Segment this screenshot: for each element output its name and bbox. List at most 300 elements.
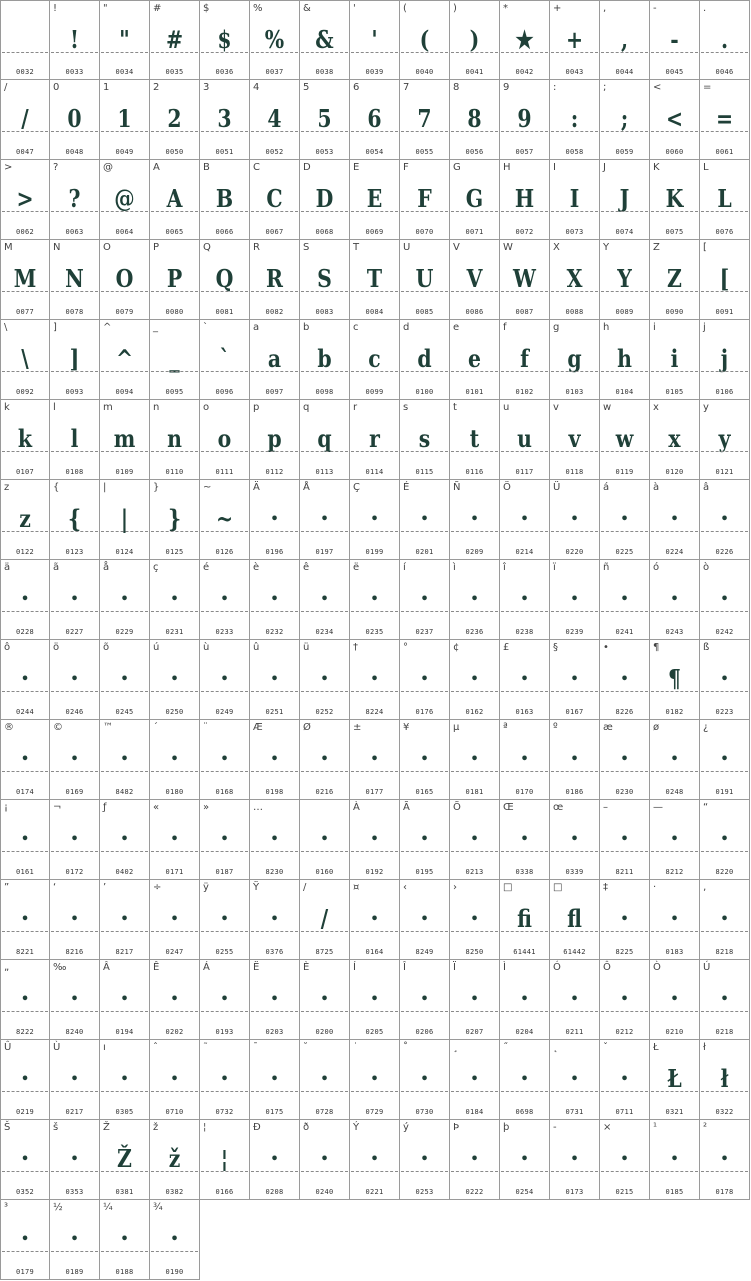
- glyph-code: 0075: [665, 228, 684, 236]
- glyph-code: 0178: [715, 1188, 734, 1196]
- glyph-cell: [600, 0, 650, 80]
- glyph-code: 0172: [65, 868, 84, 876]
- baseline-guide: [2, 1011, 48, 1012]
- glyph-sample: •: [620, 752, 629, 767]
- glyph-cell: [150, 1120, 200, 1200]
- glyph-cell: [50, 1120, 100, 1200]
- glyph-sample: 9: [517, 104, 532, 133]
- baseline-guide: [51, 52, 98, 53]
- glyph-cell-label: ¦: [203, 1122, 207, 1133]
- baseline-guide: [101, 371, 148, 372]
- baseline-guide: [551, 1091, 598, 1092]
- glyph-cell-label: [: [703, 242, 707, 253]
- glyph-code: 0107: [15, 468, 35, 476]
- glyph-sample: •: [70, 592, 79, 607]
- glyph-cell: [300, 80, 350, 160]
- baseline-guide: [601, 531, 648, 532]
- glyph-cell: [400, 560, 450, 640]
- glyph-code: 0179: [15, 1268, 35, 1276]
- baseline-guide: [351, 931, 398, 932]
- glyph-cell-label: ¼: [103, 1202, 113, 1213]
- glyph-cell-label: ã: [53, 562, 60, 573]
- glyph-code: 8230: [265, 868, 284, 876]
- baseline-guide: [101, 611, 148, 612]
- glyph-code: 0206: [415, 1028, 434, 1036]
- glyph-sample: b: [317, 344, 332, 373]
- baseline-guide: [601, 371, 648, 372]
- glyph-cell: [650, 880, 700, 960]
- glyph-sample: •: [420, 672, 429, 687]
- glyph-code: 0037: [265, 68, 284, 76]
- glyph-cell-label: Õ: [453, 802, 461, 813]
- baseline-guide: [351, 691, 398, 692]
- baseline-guide: [401, 371, 448, 372]
- glyph-sample: g: [567, 344, 582, 373]
- glyph-cell: [350, 320, 400, 400]
- glyph-cell: [700, 480, 750, 560]
- glyph-code: 0089: [615, 308, 634, 316]
- glyph-cell: [350, 880, 400, 960]
- glyph-sample: /: [21, 104, 29, 133]
- glyph-code: 0041: [465, 68, 484, 76]
- glyph-cell: [550, 880, 600, 960]
- baseline-guide: [601, 1011, 648, 1012]
- glyph-cell: [50, 240, 100, 320]
- glyph-cell: [500, 560, 550, 640]
- glyph-code: 0171: [165, 868, 184, 876]
- glyph-code: 0168: [215, 788, 234, 796]
- glyph-cell-label: W: [503, 242, 513, 253]
- glyph-cell-label: |: [103, 482, 107, 493]
- glyph-code: 0199: [365, 548, 384, 556]
- glyph-sample: •: [220, 832, 229, 847]
- glyph-cell-label: Â: [103, 962, 110, 973]
- glyph-cell-label: ¨: [203, 722, 208, 733]
- glyph-cell: [650, 480, 700, 560]
- baseline-guide: [701, 1011, 748, 1012]
- baseline-guide: [2, 1251, 48, 1252]
- glyph-cell: [650, 960, 700, 1040]
- glyph-sample: •: [370, 1072, 379, 1087]
- glyph-cell: [250, 0, 300, 80]
- glyph-cell: [550, 160, 600, 240]
- glyph-cell: [150, 640, 200, 720]
- baseline-guide: [501, 931, 548, 932]
- glyph-code: 0181: [465, 788, 484, 796]
- baseline-guide: [301, 611, 348, 612]
- glyph-code: 8725: [315, 948, 334, 956]
- glyph-cell-label: Û: [4, 1042, 12, 1053]
- baseline-guide: [101, 771, 148, 772]
- glyph-cell: [150, 720, 200, 800]
- glyph-sample: 0: [67, 104, 82, 133]
- glyph-code: 0207: [465, 1028, 484, 1036]
- glyph-sample: •: [170, 1232, 179, 1247]
- glyph-cell-label: i: [653, 322, 656, 333]
- glyph-code: 0233: [215, 628, 234, 636]
- glyph-code: 0069: [365, 228, 384, 236]
- glyph-code: 0161: [15, 868, 35, 876]
- glyph-cell-label: Í: [353, 962, 356, 973]
- glyph-sample: •: [70, 752, 79, 767]
- glyph-code: 0339: [565, 868, 584, 876]
- glyph-code: 0118: [565, 468, 584, 476]
- glyph-cell: [350, 160, 400, 240]
- glyph-code: 0119: [615, 468, 634, 476]
- glyph-cell: [200, 720, 250, 800]
- glyph-sample: •: [720, 992, 729, 1007]
- glyph-cell-label: %: [253, 3, 263, 14]
- baseline-guide: [451, 771, 498, 772]
- glyph-sample: •: [670, 1152, 679, 1167]
- glyph-cell-label: ³: [4, 1202, 9, 1213]
- glyph-cell-label: “: [703, 802, 709, 813]
- baseline-guide: [2, 771, 48, 772]
- baseline-guide: [451, 52, 498, 53]
- glyph-cell-label: 9: [503, 82, 510, 93]
- glyph-cell: [200, 800, 250, 880]
- glyph-sample: •: [420, 592, 429, 607]
- glyph-code: 0728: [315, 1108, 334, 1116]
- glyph-sample: •: [120, 992, 129, 1007]
- glyph-code: 8240: [65, 1028, 84, 1036]
- glyph-cell: [550, 720, 600, 800]
- baseline-guide: [151, 211, 198, 212]
- baseline-guide: [351, 371, 398, 372]
- baseline-guide: [701, 771, 748, 772]
- glyph-cell-label: @: [103, 162, 113, 173]
- glyph-cell: [450, 720, 500, 800]
- glyph-code: 0082: [265, 308, 284, 316]
- glyph-cell: [250, 720, 300, 800]
- baseline-guide: [401, 931, 448, 932]
- glyph-sample: •: [20, 832, 30, 847]
- baseline-guide: [701, 1091, 748, 1092]
- glyph-cell-label: (: [403, 3, 407, 14]
- glyph-cell: [100, 960, 150, 1040]
- glyph-sample: D: [315, 184, 334, 213]
- glyph-cell: [500, 80, 550, 160]
- glyph-code: 0165: [415, 788, 434, 796]
- glyph-sample: %: [264, 25, 285, 54]
- baseline-guide: [2, 1171, 48, 1172]
- glyph-code: 0222: [465, 1188, 484, 1196]
- glyph-sample: •: [470, 832, 479, 847]
- glyph-cell-label: ¬: [53, 802, 62, 813]
- glyph-cell: [650, 560, 700, 640]
- glyph-cell: [100, 480, 150, 560]
- glyph-cell: [0, 880, 50, 960]
- glyph-code: 0085: [415, 308, 434, 316]
- glyph-code: 0093: [65, 388, 84, 396]
- glyph-cell: [450, 320, 500, 400]
- glyph-cell-label: 8: [453, 82, 460, 93]
- glyph-code: 0253: [415, 1188, 434, 1196]
- glyph-code: 0114: [365, 468, 384, 476]
- baseline-guide: [701, 691, 748, 692]
- glyph-code: 0109: [115, 468, 134, 476]
- glyph-code: 8220: [715, 868, 734, 876]
- glyph-sample: Y: [617, 264, 632, 293]
- baseline-guide: [51, 1171, 98, 1172]
- glyph-sample: •: [670, 512, 679, 527]
- glyph-code: 0182: [665, 708, 684, 716]
- baseline-guide: [301, 1171, 348, 1172]
- glyph-sample: •: [220, 752, 229, 767]
- glyph-code: 0057: [515, 148, 534, 156]
- glyph-cell-label: â: [703, 482, 710, 493]
- glyph-code: 0096: [215, 388, 234, 396]
- glyph-cell: [700, 560, 750, 640]
- glyph-sample: •: [670, 592, 679, 607]
- baseline-guide: [251, 1011, 298, 1012]
- baseline-guide: [651, 1171, 698, 1172]
- glyph-code: 8482: [115, 788, 134, 796]
- glyph-sample: &: [315, 25, 334, 54]
- glyph-cell-label: -: [553, 1122, 557, 1133]
- baseline-guide: [701, 1171, 748, 1172]
- glyph-cell-label: g: [553, 322, 560, 333]
- glyph-cell: [500, 320, 550, 400]
- glyph-code: 0111: [215, 468, 234, 476]
- glyph-cell-label: î: [503, 562, 506, 573]
- glyph-sample: •: [120, 672, 129, 687]
- glyph-sample: •: [170, 592, 179, 607]
- glyph-cell-label: Ü: [553, 482, 561, 493]
- glyph-code: 0381: [115, 1188, 134, 1196]
- glyph-cell-label: œ: [553, 802, 564, 813]
- glyph-code: 0072: [515, 228, 534, 236]
- glyph-cell-label: `: [203, 322, 208, 333]
- glyph-cell: [450, 640, 500, 720]
- glyph-cell: [600, 560, 650, 640]
- glyph-cell-label: V: [453, 242, 460, 253]
- glyph-cell: [150, 960, 200, 1040]
- glyph-cell-label: p: [253, 402, 260, 413]
- glyph-sample: K: [665, 184, 684, 213]
- baseline-guide: [451, 371, 498, 372]
- glyph-cell-label: Î: [403, 962, 406, 973]
- glyph-sample: •: [520, 672, 529, 687]
- glyph-cell: [450, 1120, 500, 1200]
- glyph-sample: •: [570, 752, 579, 767]
- glyph-sample: •: [120, 912, 129, 927]
- glyph-sample: •: [220, 992, 229, 1007]
- glyph-sample: ;: [620, 104, 629, 133]
- glyph-code: 0730: [415, 1108, 434, 1116]
- baseline-guide: [351, 1091, 398, 1092]
- baseline-guide: [151, 52, 198, 53]
- glyph-code: 0123: [65, 548, 84, 556]
- glyph-cell: [400, 1120, 450, 1200]
- glyph-sample: •: [620, 1152, 629, 1167]
- glyph-code: 0305: [115, 1108, 134, 1116]
- glyph-sample: •: [20, 752, 30, 767]
- glyph-sample: •: [170, 672, 179, 687]
- baseline-guide: [351, 1171, 398, 1172]
- glyph-code: 0238: [515, 628, 534, 636]
- glyph-code: 8212: [665, 868, 684, 876]
- baseline-guide: [51, 771, 98, 772]
- glyph-cell-label: t: [453, 402, 457, 413]
- baseline-guide: [301, 52, 348, 53]
- glyph-sample: •: [170, 992, 179, 1007]
- baseline-guide: [2, 611, 48, 612]
- glyph-cell: [350, 560, 400, 640]
- glyph-sample: r: [369, 424, 380, 453]
- glyph-code: 0237: [415, 628, 434, 636]
- glyph-sample: •: [320, 672, 329, 687]
- glyph-cell-label: ‘: [53, 882, 57, 893]
- glyph-sample: •: [220, 912, 229, 927]
- glyph-cell: [200, 400, 250, 480]
- glyph-cell-label: 7: [403, 82, 410, 93]
- glyph-cell-label: 3: [203, 82, 210, 93]
- glyph-sample: |: [120, 504, 129, 533]
- glyph-cell: [300, 640, 350, 720]
- glyph-cell: [450, 480, 500, 560]
- glyph-code: 0187: [215, 868, 234, 876]
- glyph-cell: [250, 480, 300, 560]
- baseline-guide: [701, 52, 748, 53]
- baseline-guide: [701, 531, 748, 532]
- glyph-sample: ł: [720, 1064, 729, 1093]
- baseline-guide: [501, 131, 548, 132]
- glyph-sample: •: [420, 992, 429, 1007]
- glyph-code: 0698: [515, 1108, 534, 1116]
- glyph-cell: [650, 240, 700, 320]
- glyph-cell-label: Ó: [553, 962, 561, 973]
- glyph-cell-label: .: [703, 3, 707, 14]
- glyph-cell-label: c: [353, 322, 359, 333]
- baseline-guide: [2, 531, 48, 532]
- glyph-cell: [550, 960, 600, 1040]
- glyph-sample: E: [366, 184, 383, 213]
- glyph-cell: [100, 800, 150, 880]
- baseline-guide: [151, 291, 198, 292]
- glyph-cell: [250, 80, 300, 160]
- baseline-guide: [601, 691, 648, 692]
- glyph-cell: [400, 1040, 450, 1120]
- baseline-guide: [101, 1091, 148, 1092]
- glyph-cell-label: G: [453, 162, 461, 173]
- glyph-cell-label: ˙: [353, 1042, 358, 1053]
- glyph-sample: •: [470, 592, 479, 607]
- glyph-cell-label: À: [353, 802, 360, 813]
- glyph-cell-label: ˛: [553, 1042, 558, 1053]
- glyph-sample: •: [620, 592, 629, 607]
- glyph-cell-label: è: [253, 562, 260, 573]
- glyph-code: 0232: [265, 628, 284, 636]
- baseline-guide: [551, 851, 598, 852]
- baseline-guide: [451, 691, 498, 692]
- glyph-code: 0180: [165, 788, 184, 796]
- glyph-cell-label: ý: [403, 1122, 409, 1133]
- glyph-sample: •: [620, 912, 629, 927]
- glyph-sample: •: [170, 912, 179, 927]
- glyph-cell-label: ‡: [603, 882, 608, 893]
- baseline-guide: [201, 451, 248, 452]
- glyph-code: 0036: [215, 68, 234, 76]
- glyph-sample: •: [170, 832, 179, 847]
- glyph-code: 0113: [315, 468, 334, 476]
- glyph-cell-label: Ë: [253, 962, 260, 973]
- baseline-guide: [301, 371, 348, 372]
- glyph-sample: i: [670, 344, 679, 373]
- glyph-code: 0729: [365, 1108, 384, 1116]
- glyph-sample: •: [370, 992, 379, 1007]
- glyph-cell-label: ‰: [53, 962, 67, 973]
- baseline-guide: [151, 1251, 198, 1252]
- glyph-cell-label: ÷: [153, 882, 162, 893]
- baseline-guide: [401, 771, 448, 772]
- glyph-cell: [350, 240, 400, 320]
- glyph-code: 0224: [665, 548, 684, 556]
- glyph-cell: [200, 560, 250, 640]
- baseline-guide: [451, 611, 498, 612]
- glyph-cell: [50, 720, 100, 800]
- glyph-cell: [400, 640, 450, 720]
- baseline-guide: [651, 371, 698, 372]
- glyph-cell-label: q: [303, 402, 310, 413]
- glyph-sample: H: [514, 184, 535, 213]
- glyph-cell: [0, 80, 50, 160]
- glyph-cell: [400, 320, 450, 400]
- glyph-cell: [550, 640, 600, 720]
- glyph-code: 0226: [715, 548, 734, 556]
- glyph-code: 0088: [565, 308, 584, 316]
- baseline-guide: [701, 211, 748, 212]
- glyph-code: 0241: [615, 628, 634, 636]
- glyph-code: 0223: [715, 708, 734, 716]
- glyph-code: 0214: [515, 548, 534, 556]
- glyph-code: 0094: [115, 388, 134, 396]
- glyph-code: 0235: [365, 628, 384, 636]
- glyph-code: 0081: [215, 308, 234, 316]
- glyph-cell-label: C: [253, 162, 260, 173]
- glyph-cell-label: J: [603, 162, 606, 173]
- glyph-sample: •: [720, 592, 729, 607]
- glyph-sample: u: [517, 424, 532, 453]
- baseline-guide: [2, 1091, 48, 1092]
- glyph-cell-label: —: [653, 802, 663, 813]
- baseline-guide: [301, 691, 348, 692]
- glyph-cell-label: ˆ: [153, 1042, 158, 1053]
- glyph-cell: [650, 400, 700, 480]
- baseline-guide: [251, 691, 298, 692]
- baseline-guide: [151, 371, 198, 372]
- baseline-guide: [101, 52, 148, 53]
- glyph-cell-label: ': [353, 3, 356, 14]
- glyph-sample: O: [115, 264, 134, 293]
- glyph-cell: [350, 80, 400, 160]
- glyph-cell-label: ©: [53, 722, 63, 733]
- glyph-cell-label: Ÿ: [253, 882, 260, 893]
- glyph-code: 0160: [315, 868, 334, 876]
- glyph-cell-label: N: [53, 242, 61, 253]
- glyph-code: 0242: [715, 628, 734, 636]
- glyph-cell-label: 6: [353, 82, 360, 93]
- glyph-cell: [300, 320, 350, 400]
- glyph-cell-label: Ý: [353, 1122, 360, 1133]
- glyph-sample: •: [570, 1152, 579, 1167]
- glyph-sample: •: [70, 1152, 79, 1167]
- baseline-guide: [201, 211, 248, 212]
- glyph-cell-label: †: [353, 642, 358, 653]
- glyph-sample: •: [70, 1072, 79, 1087]
- glyph-sample: 8: [467, 104, 482, 133]
- glyph-cell-label: ı: [103, 1042, 106, 1053]
